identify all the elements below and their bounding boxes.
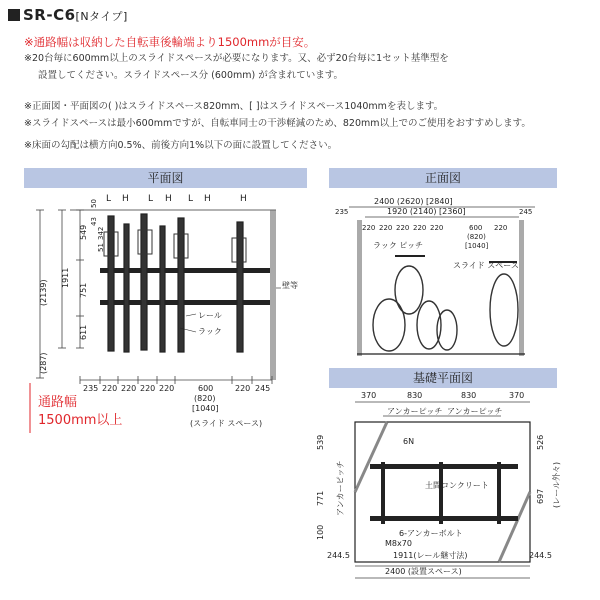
bike-plan-4 [160,226,165,352]
left-dim-287: (287) [39,352,48,374]
rack-label: ラック [198,327,222,336]
model-name: SR-C6 [23,6,76,24]
front-slide-space-label: スライド スペース [453,261,519,270]
found-rail-top [370,464,518,469]
found-rail-span: 1911(レール継寸法) [393,551,468,560]
top-letter-4: H [165,194,172,204]
found-overall-span: 2400 (設置スペース) [385,567,462,576]
type-label: [Nタイプ] [75,10,128,23]
bottom-sub-1040: [1040] [192,404,219,413]
rail-label: レール [198,311,222,320]
bike-plan-2 [124,224,129,352]
top-letter-7: H [240,194,247,204]
left-dim-751: 751 [79,282,88,298]
note-line-1: ※20台毎に600mm以上のスライドスペースが必要になります。又、必ず20台毎に1セット基準型を [24,53,449,64]
found-right-rail-label: (レール外々) [552,461,561,508]
aisle-width-value: 1500mm以上 [38,413,123,428]
front-view-drawing [329,190,569,362]
slide-space-label: (スライド スペース) [190,419,263,428]
top-dim-43: 43 [90,217,98,226]
front-side-left: 235 [335,208,349,216]
bottom-dim-220-a: 220 [102,384,118,393]
front-bike-2 [395,266,423,314]
left-dim-2139: (2139) [39,279,48,306]
top-dim-50: 50 [90,199,98,208]
anchor-post-1 [381,462,385,524]
square-icon [8,9,20,21]
bottom-dim-235: 235 [83,384,99,393]
found-right-526: 526 [536,434,545,450]
found-bottom-left: 244.5 [327,551,350,560]
found-top-370-b: 370 [509,391,525,400]
found-top-370-a: 370 [361,391,377,400]
front-view-label: 正面図 [329,168,557,188]
front-inner-dim: 1920 (2140) [2360] [387,207,466,216]
left-dim-1911: 1911 [61,267,70,288]
bottom-dim-245: 245 [255,384,271,393]
mini-dim-342: 342 [97,226,105,240]
plan-view-drawing [0,188,320,448]
bottom-dim-220-e: 220 [235,384,251,393]
found-left-771: 771 [316,490,325,506]
found-anchor-label: 6-アンカーボルト [399,529,463,538]
left-dim-611: 611 [79,324,88,340]
anchor-post-3 [497,462,501,524]
found-bottom-right: 244.5 [529,551,552,560]
found-left-539: 539 [316,434,325,450]
front-bike-4 [437,310,457,350]
bottom-dim-220-b: 220 [121,384,137,393]
top-letter-5: L [188,194,194,204]
found-bolt-size: M8x70 [385,539,412,548]
found-gn-label: 6N [403,437,415,446]
plan-view-label: 平面図 [24,168,307,188]
bottom-sub-820: (820) [194,394,216,403]
note-line-3: ※正面図・平面図の( )はスライドスペース820mm、[ ]はスライドスペース1040mmを表します。 [24,101,444,112]
top-letter-6: H [204,194,211,204]
wall-shape [270,210,276,380]
aisle-note: ※通路幅は収納した自転車後輪端より1500mmが目安。 [24,35,316,49]
front-wall-right [519,220,524,356]
anchor-post-2 [439,462,443,524]
front-side-right: 245 [519,208,533,216]
front-pitch-4: 220 [413,224,427,232]
front-rack-pitch-label: ラック ピッチ [373,241,424,250]
top-letter-1: L [106,194,112,204]
front-pitch-5: 220 [430,224,444,232]
front-pitch-1: 220 [362,224,376,232]
found-top-830-a: 830 [407,391,423,400]
front-slide-dim: 600 [469,224,483,232]
front-pitch-3: 220 [396,224,410,232]
foundation-view-label: 基礎平面図 [329,368,557,388]
front-wall-left [357,220,362,356]
found-left-100: 100 [316,524,325,540]
found-anchor-pitch-1: アンカーピッチ [387,407,443,416]
found-right-697: 697 [536,488,545,504]
top-letter-3: L [148,194,154,204]
front-overall-dim: 2400 (2620) [2840] [374,197,453,206]
note-line-4: ※スライドスペースは最小600mmですが、自転車同士の干渉軽減のため、820mm以上でのご使用をおすすめします。 [24,118,531,129]
bike-plan-1 [108,216,114,351]
bottom-dim-220-d: 220 [159,384,175,393]
top-letter-2: H [122,194,129,204]
found-rail-bottom [370,516,518,521]
front-bike-5 [490,274,518,346]
front-pitch-6: 220 [494,224,508,232]
front-pitch-2: 220 [379,224,393,232]
left-dim-549: 549 [79,224,88,240]
bottom-dim-600: 600 [198,384,214,393]
bike-plan-3 [141,214,147,350]
aisle-width-label: 通路幅 [38,395,78,410]
found-left-anchor-pitch: アンカーピッチ [336,460,345,516]
foundation-view-drawing [315,388,565,600]
bike-plan-6 [237,222,243,352]
bottom-dim-220-c: 220 [140,384,156,393]
front-slide-sub1: (820) [467,233,486,241]
note-line-2: 設置してください。スライドスペース分 (600mm) が含まれています。 [38,70,343,81]
mini-dim-51: 51 [97,243,105,252]
wall-label: 壁等 [282,281,298,290]
front-bike-1 [373,299,405,351]
front-slide-sub2: [1040] [465,242,489,250]
product-title [8,6,128,24]
bike-plan-5 [178,218,184,352]
found-anchor-pitch-2: アンカーピッチ [447,407,503,416]
found-concrete-label: 土間コンクリート [425,481,489,490]
note-line-5: ※床面の勾配は横方向0.5%、前後方向1%以下の面に設置してください。 [24,140,338,151]
found-top-830-b: 830 [461,391,477,400]
